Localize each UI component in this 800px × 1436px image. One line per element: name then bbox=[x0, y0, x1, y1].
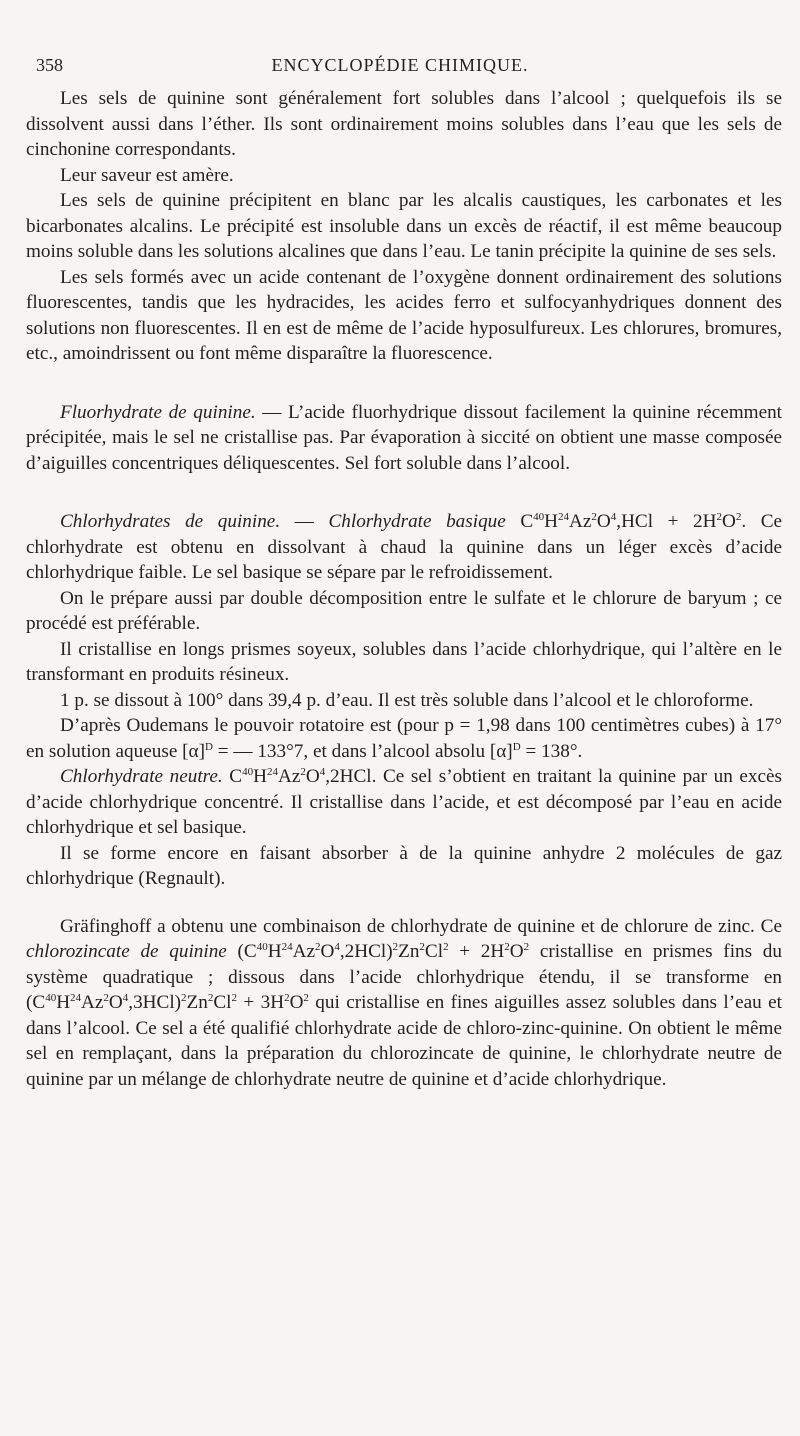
paragraph: On le prépare aussi par double décomposition entre le sulfate et le chlorure de baryum ; ce procédé est préférable. bbox=[26, 587, 782, 634]
chemical-formula: $C^{40}H^{24}Az^2O^4,HCl + 2H^2O^2$. bbox=[520, 511, 747, 532]
paragraph: Les sels formés avec un acide contenant de l’oxygène donnent ordinairement des solutions fluorescentes, tandis que les hydracides, les acides ferro et sulfocyanhydriques donnent des solutions non fluorescentes. Il en est de même de l’acide hyposulfureux. Les chlorures, bromures, etc., amoindrissent ou font même disparaître la fluorescence. bbox=[26, 266, 782, 364]
section-fluorhydrate bbox=[26, 400, 782, 477]
paragraph: Les sels de quinine précipitent en blanc par les alcalis caustiques, les carbonates et les bicarbonates alcalins. Le précipité est insoluble dans un excès de réactif, il est même beaucoup moins soluble dans les solutions alcalines que dans l’eau. Le tanin précipite la quinine de ses sels. bbox=[26, 190, 782, 262]
paragraph: Les sels de quinine sont généralement fort solubles dans l’alcool ; quelquefois ils se dissolvent aussi dans l’éther. Ils sont ordinairement moins solubles dans l’eau que les sels de cinchonine correspondants. bbox=[26, 88, 782, 160]
running-title: ENCYCLOPÉDIE CHIMIQUE. bbox=[271, 55, 529, 75]
paragraph-rotation: D’après Oudemans le pouvoir rotatoire est (pour p = 1,98 dans 100 centimètres cubes) à 17° en solution aqueuse $[\alpha]^D$ = — 133°7, et dans l’alcool absolu $[\alpha]^D = 138^\circ$. bbox=[26, 715, 782, 762]
paragraph: 1 p. se dissout à 100° dans 39,4 p. d’eau. Il est très soluble dans l’alcool et le chloroforme. bbox=[60, 689, 754, 711]
section-title: Fluorhydrate de quinine. bbox=[60, 401, 256, 423]
section-title: Chlorhydrate neutre. bbox=[60, 766, 223, 787]
chemical-formula: $(C^{40}H^{24}Az^2O^4,2HCl)^2Zn^2Cl^2 + 2H^2O^2$ bbox=[237, 941, 530, 962]
page-body bbox=[26, 86, 782, 1092]
chemical-formula: $C^{40}H^{24}Az^2O^4,2HCl$. bbox=[229, 766, 377, 787]
paragraph: Il se forme encore en faisant absorber à de la quinine anhydre 2 molécules de gaz chlorhydrique (Regnault). bbox=[26, 842, 782, 889]
section-text: — L’acide fluorhydrique dissout facilement la quinine récemment précipitée, mais le sel ne cristallise pas. Par évaporation à siccité on obtient une masse composée d’aiguilles concentriques déliquescentes. Sel fort soluble dans l’alcool. bbox=[26, 401, 783, 474]
italic-term: chlorozincate de quinine bbox=[26, 941, 227, 962]
section-chlorozincate: Gräfinghoff a obtenu une combinaison de chlorhydrate de quinine et de chlorure de zinc. Ce chlorozincate de quinine $(C^{40}H^{24}Az^2O^4,2HCl)^2Zn^2Cl^2 + 2H^2O^2$ cristallise en prismes fins du système quadratique ; dissous dans l’acide chlorhydrique étendu, il se transforme en $(C^{40}H^{24}Az^2O^4,3HCl)^2Zn^2Cl^2 + 3H^2O^2$ qui cristallise en fines aiguilles assez solubles dans l’eau et dans l’alcool. Ce sel a été qualifié chlorhydrate acide de chloro-zinc-quinine. On obtient le même sel en remplaçant, dans la préparation du chlorozincate de quinine, le chlorhydrate neutre de quinine par un mélange de chlorhydrate neutre de quinine et d’acide chlorhydrique. bbox=[26, 915, 782, 1090]
section-title: Chlorhydrates de quinine. bbox=[60, 511, 281, 532]
section-neutre bbox=[26, 764, 782, 841]
paragraph: Il cristallise en longs prismes soyeux, solubles dans l’acide chlorhydrique, qui l’altère en le transformant en produits résineux. bbox=[26, 638, 782, 685]
section-text: Ce sel s’obtient en traitant la quinine par un excès d’acide chlorhydrique concentré. Il cristallise dans l’acide, et est décomposé par l’eau en acide chlorhydrique et sel basique. bbox=[26, 766, 783, 838]
section-chlorhydrates: Chlorhydrates de quinine. — Chlorhydrate basique $C^{40}H^{24}Az^2O^4,HCl + 2H^2O^2$. Ce chlorhydrate est obtenu en dissolvant à chaud la quinine dans un léger excès d’acide chlorhydrique faible. Le sel basique se sépare par le refroidissement. bbox=[26, 511, 783, 583]
chemical-formula: $(C^{40}H^{24}Az^2O^4,3HCl)^2Zn^2Cl^2 + 3H^2O^2$ bbox=[26, 992, 309, 1013]
paragraph: Leur saveur est amère. bbox=[60, 164, 234, 186]
section-subtitle: Chlorhydrate basique bbox=[328, 511, 506, 532]
section-text: Ce chlorhydrate est obtenu en dissolvant à chaud la quinine dans un léger excès d’acide chlorhydrique faible. Le sel basique se sépare par le refroidissement. bbox=[26, 511, 783, 583]
page-number: 358 bbox=[36, 55, 63, 75]
page-header bbox=[36, 55, 764, 81]
